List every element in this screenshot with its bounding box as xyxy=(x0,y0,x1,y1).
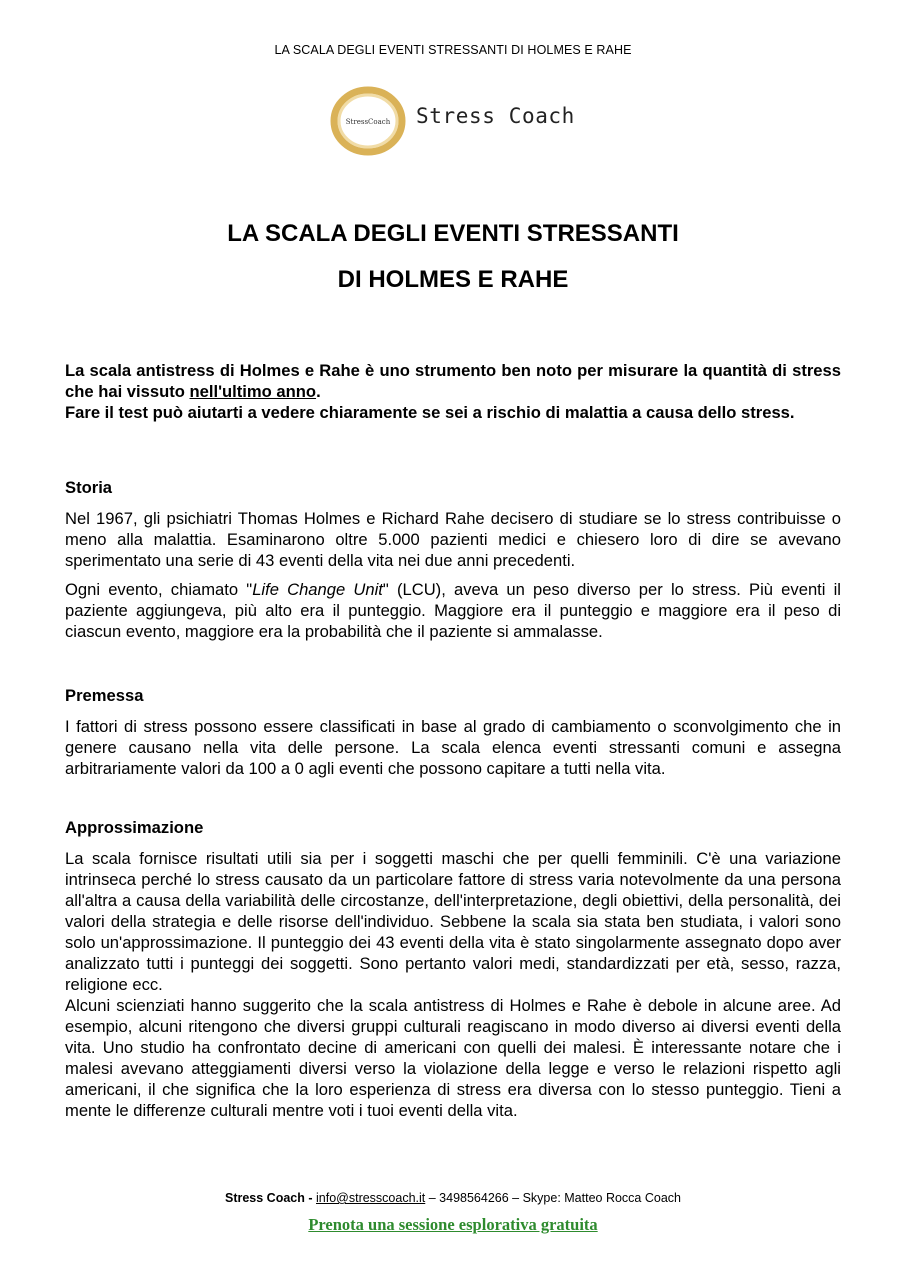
page-title-line2: DI HOLMES E RAHE xyxy=(337,266,569,293)
approssimazione-heading: Approssimazione xyxy=(65,818,204,837)
approssimazione-paragraph-2: Alcuni scienziati hanno suggerito che la scala antistress di Holmes e Rahe è debole in alcune aree. Ad esempio, alcuni ritengono che diversi gruppi culturali reagiscano in modo diverso ai diversi eventi della vita. Uno studio ha confrontato decine di americani con quelli dei malesi. È interessante notare che i malesi avevano atteggiamenti diversi verso la violazione della legge e verso le relazioni rispetto agli americani, il che significa che la loro esperienza di stress era diversa con lo stesso punteggio. Tieni a mente le differenze culturali mentre voti i tuoi eventi della vita. xyxy=(65,996,841,1120)
premessa-paragraph: I fattori di stress possono essere classificati in base al grado di cambiamento o sconvolgimento che in genere causano nella vita delle persone. La scala elenca eventi stressanti comuni e assegna arbitrariamente valori da 100 a 0 agli eventi che possono capitare a tutti nella vita. xyxy=(65,717,841,778)
storia-paragraph-2: Ogni evento, chiamato "Life Change Unit" (LCU), aveva un peso diverso per lo stress. Più eventi il paziente aggiungeva, più alto era il punteggio. Maggiore era il punteggio e maggiore era il peso di ciascun evento, maggiore era la probabilità che il paziente si ammalasse. xyxy=(65,580,841,641)
section-storia xyxy=(65,477,841,642)
section-premessa xyxy=(65,685,841,779)
storia-paragraph-1: Nel 1967, gli psichiatri Thomas Holmes e Richard Rahe decisero di studiare se lo stress contribuisse o meno alla malattia. Esaminarono oltre 5.000 pazienti medici e chiesero loro di dire se avevano sperimentato una serie di 43 eventi della vita nei due anni precedenti. xyxy=(65,509,841,570)
lcu-italic-text: Life Change Unit xyxy=(252,580,383,599)
stress-coach-logo xyxy=(326,84,586,158)
premessa-heading: Premessa xyxy=(65,686,144,705)
intro-block xyxy=(65,360,841,423)
footer-phone-skype: – 3498564266 – Skype: Matteo Rocca Coach xyxy=(425,1191,681,1205)
intro-paragraph-1: La scala antistress di Holmes e Rahe è uno strumento ben noto per misurare la quantità di stress che hai vissuto nell'ultimo anno. xyxy=(65,361,841,401)
running-header: LA SCALA DEGLI EVENTI STRESSANTI DI HOLMES E RAHE xyxy=(274,43,632,57)
storia-heading: Storia xyxy=(65,478,113,497)
footer-brand: Stress Coach xyxy=(224,1191,305,1205)
footer-contacts: Stress Coach - info@stresscoach.it – 3498564266 – Skype: Matteo Rocca Coach xyxy=(224,1191,681,1205)
footer-cta xyxy=(0,1215,906,1235)
intro-underlined-text: nell'ultimo anno xyxy=(189,382,317,401)
intro-paragraph-2: Fare il test può aiutarti a vedere chiaramente se sei a rischio di malattia a causa dello stress. xyxy=(65,403,795,422)
logo-seal-text: StressCoach xyxy=(345,118,391,126)
page-title-line1: LA SCALA DEGLI EVENTI STRESSANTI xyxy=(227,220,679,247)
book-session-link[interactable]: Prenota una sessione esplorativa gratuita xyxy=(308,1215,598,1234)
footer-email-link[interactable]: info@stresscoach.it xyxy=(316,1191,426,1205)
approssimazione-paragraph-1: La scala fornisce risultati utili sia per i soggetti maschi che per quelli femminili. C'è una variazione intrinseca perché lo stress causato da un particolare fattore di stress varia notevolmente da una persona all'altra a causa della variabilità delle circostanze, dell'interpretazione, degli obiettivi, della personalità, dei valori della strategia e delle risorse dell'individuo. Sebbene la scala sia stata ben studiata, i valori sono solo un'approssimazione. Il punteggio dei 43 eventi della vita è stato singolarmente assegnato dopo aver analizzato tutti i punteggi dei soggetti. Sono pertanto valori medi, standardizzati per età, sesso, razza, religione ecc. xyxy=(65,849,841,994)
logo-ring-icon xyxy=(326,84,410,158)
section-approssimazione xyxy=(65,817,841,1121)
logo-brand-text: Stress Coach xyxy=(416,104,575,128)
